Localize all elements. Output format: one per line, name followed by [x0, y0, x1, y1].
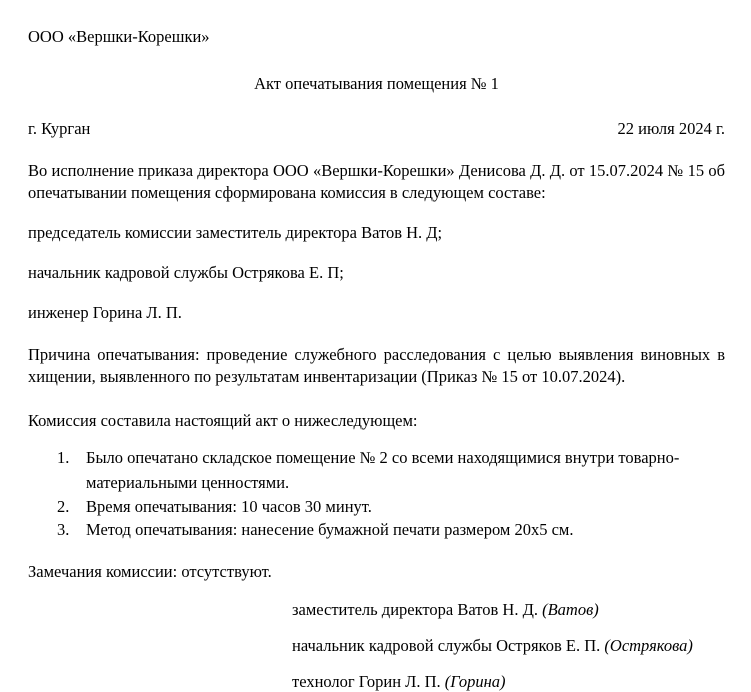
document-date: 22 июля 2024 г.	[617, 119, 725, 138]
preamble-paragraph: Во исполнение приказа директора ООО «Вершки-Корешки» Денисова Д. Д. от 15.07.2024 № 15 об опечатывании помещения сформирована комиссия в следующем составе:	[28, 161, 725, 202]
list-item-text: Метод опечатывания: нанесение бумажной печати размером 20x5 см.	[86, 519, 574, 539]
signature-name: (Горина)	[444, 672, 506, 691]
act-items-list	[28, 445, 725, 541]
page-title: Акт опечатывания помещения № 1	[254, 74, 499, 93]
commission-member-hr-head: начальник кадровой службы Острякова Е. П;	[28, 263, 344, 282]
signature-name: (Ватов)	[542, 600, 599, 619]
list-item-number: 3.	[57, 519, 70, 539]
list-item	[28, 495, 725, 518]
list-item-text: Время опечатывания: 10 часов 30 минут.	[86, 496, 372, 516]
remarks-paragraph: Замечания комиссии: отсутствуют.	[28, 561, 272, 581]
commission-member-engineer: инженер Горина Л. П.	[28, 303, 182, 322]
list-item-number: 2.	[57, 496, 70, 516]
organization-name: ООО «Вершки-Корешки»	[28, 27, 210, 46]
statement-paragraph: Комиссия составила настоящий акт о нижеследующем:	[28, 411, 418, 430]
reason-paragraph: Причина опечатывания: проведение служебного расследования с целью выявления виновных в хищении, выявленного по результатам инвентаризации (Приказ № 15 от 10.07.2024).	[28, 345, 725, 386]
document-body	[28, 26, 725, 692]
signature-role: технолог Горин Л. П.	[292, 672, 441, 691]
signature-role: начальник кадровой службы Остряков Е. П.	[292, 636, 601, 655]
list-item	[28, 518, 725, 541]
signature-name: (Острякова)	[604, 636, 693, 655]
list-item-number: 1.	[57, 447, 70, 467]
signature-line-technologist	[292, 671, 725, 692]
signature-block	[28, 599, 725, 692]
signature-role: заместитель директора Ватов Н. Д.	[292, 600, 538, 619]
list-item	[28, 445, 725, 495]
place-and-date-row	[28, 118, 725, 139]
signature-line-hr-head	[292, 635, 725, 656]
signature-line-deputy-director	[292, 599, 725, 620]
commission-member-chairman: председатель комиссии заместитель директора Ватов Н. Д;	[28, 223, 443, 242]
list-item-text: Было опечатано складское помещение № 2 со всеми находящимися внутри товарно-материальными ценностями.	[86, 447, 680, 492]
city-label: г. Курган	[28, 119, 91, 138]
